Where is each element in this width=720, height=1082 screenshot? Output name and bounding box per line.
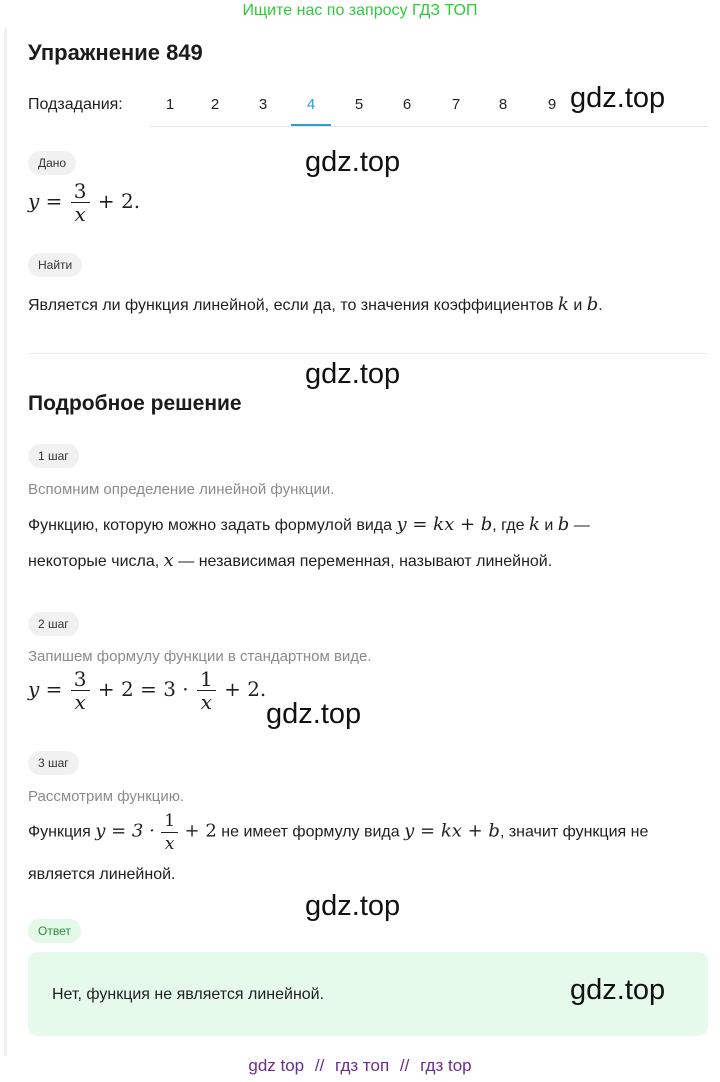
tab-8[interactable]: 8 xyxy=(498,96,508,113)
footer-link-gdz-top-ru[interactable]: гдз топ xyxy=(335,1056,390,1075)
content-left-border xyxy=(4,28,7,1056)
tab-6[interactable]: 6 xyxy=(402,96,412,113)
footer-link-gdz-top[interactable]: gdz top xyxy=(248,1056,305,1075)
watermark: gdz.top xyxy=(266,698,362,730)
step3-text-line2: является линейной. xyxy=(28,866,176,883)
page-title: Упражнение 849 xyxy=(28,40,203,65)
tab-2[interactable]: 2 xyxy=(210,96,220,113)
footer-separator: // xyxy=(314,1056,325,1075)
given-badge: Дано xyxy=(28,151,76,175)
tab-1[interactable]: 1 xyxy=(165,96,175,113)
section-divider xyxy=(28,353,708,354)
tab-4[interactable]: 4 xyxy=(291,84,331,126)
watermark: gdz.top xyxy=(305,358,401,390)
find-badge: Найти xyxy=(28,253,82,277)
step1-text-line2: некоторые числа, x — независимая переменная, называют линейной. xyxy=(28,550,553,571)
footer-links xyxy=(0,1056,720,1076)
step3-text-line1: Функция y = 3 · $\frac{1}{x}$ + 2 не имеет формулу вида y = kx + b, значит функция не xyxy=(28,811,649,854)
top-banner: Ищите нас по запросу ГДЗ ТОП xyxy=(242,2,478,19)
answer-text: Нет, функция не является линейной. xyxy=(52,986,325,1003)
watermark: gdz.top xyxy=(305,890,401,922)
step2-equation: y = $\frac{3}{x}$ + 2 = 3 · $\frac{1}{x}$ + 2. xyxy=(28,667,267,714)
find-text: Является ли функция линейной, если да, то значения коэффициентов k и b. xyxy=(28,294,603,315)
watermark: gdz.top xyxy=(570,974,666,1006)
watermark: gdz.top xyxy=(305,146,401,178)
step1-badge: 1 шаг xyxy=(28,444,79,468)
step3-hint: Рассмотрим функцию. xyxy=(28,788,185,805)
footer-link-gdz-top-mixed[interactable]: гдз top xyxy=(420,1056,472,1075)
footer-separator: // xyxy=(399,1056,410,1075)
answer-badge: Ответ xyxy=(28,919,81,943)
tab-7[interactable]: 7 xyxy=(451,96,461,113)
subtasks-label: Подзадания: xyxy=(28,96,123,113)
tab-3[interactable]: 3 xyxy=(258,96,268,113)
step3-badge: 3 шаг xyxy=(28,751,79,775)
step2-hint: Запишем формулу функции в стандартном виде. xyxy=(28,648,372,665)
solution-title: Подробное решение xyxy=(28,392,242,415)
step1-text-line1: Функцию, которую можно задать формулой вида y = kx + b, где k и b — xyxy=(28,514,590,535)
given-equation: y = $\frac{3}{x}$ + 2. xyxy=(28,179,141,226)
step2-badge: 2 шаг xyxy=(28,612,79,636)
watermark: gdz.top xyxy=(570,82,666,114)
tab-9[interactable]: 9 xyxy=(547,96,557,113)
step1-hint: Вспомним определение линейной функции. xyxy=(28,481,335,498)
tab-5[interactable]: 5 xyxy=(354,96,364,113)
